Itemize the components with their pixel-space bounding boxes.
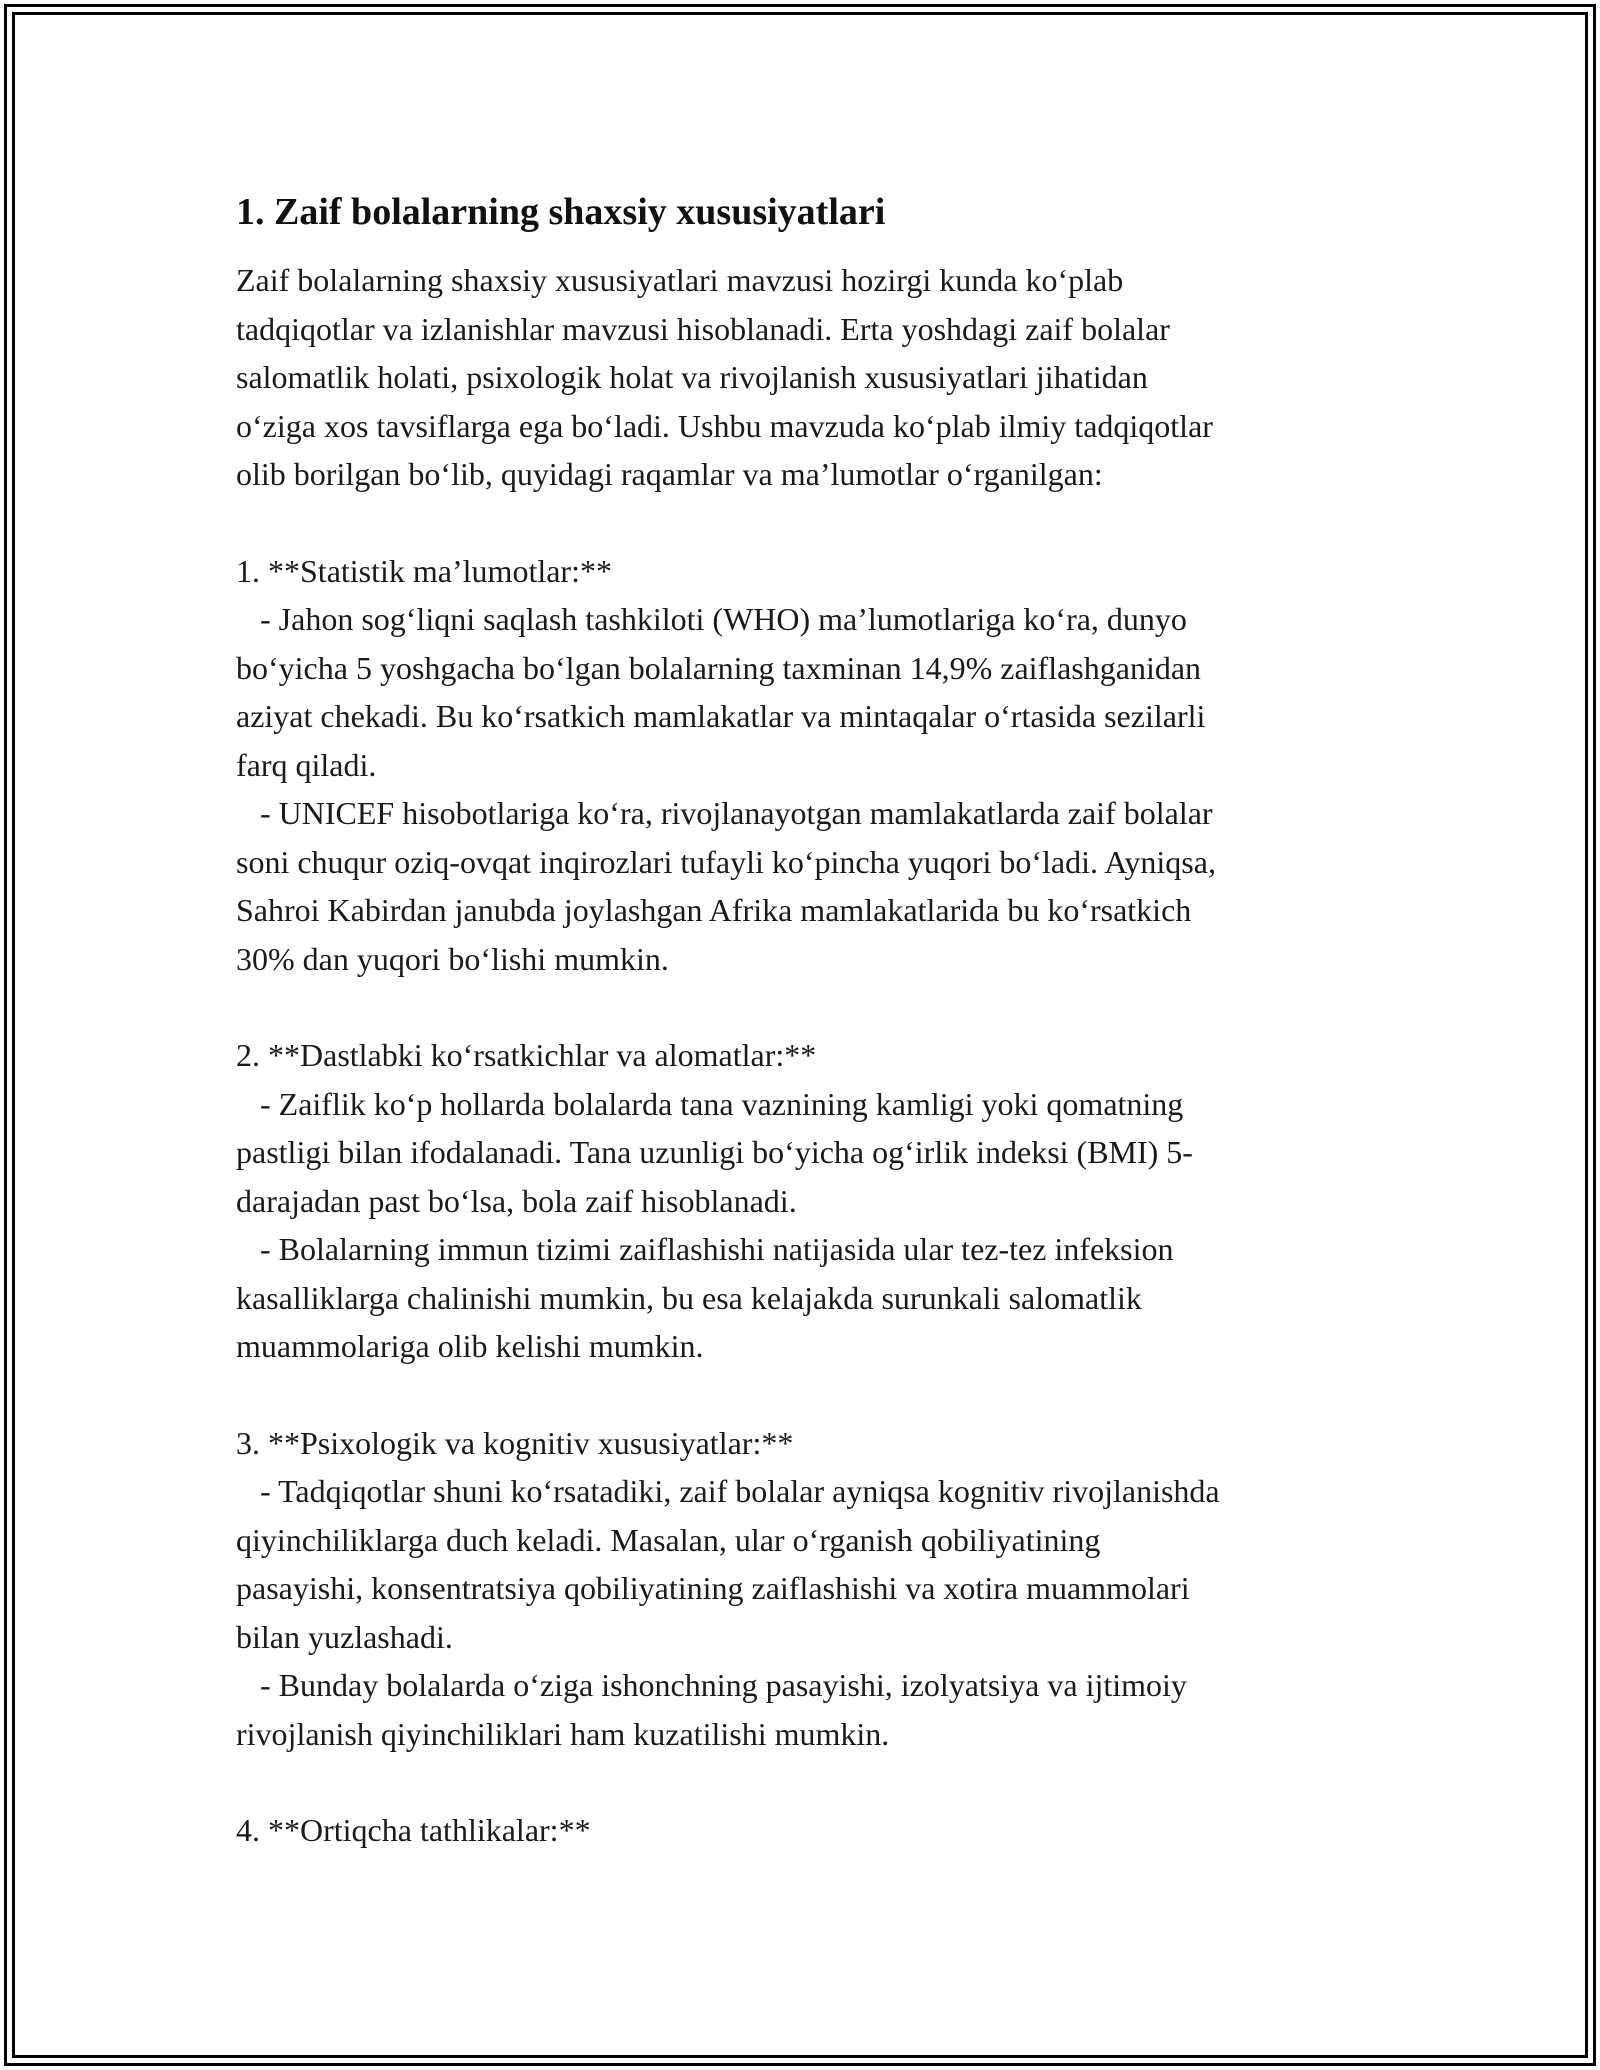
text-line: Zaif bolalarning shaxsiy xususiyatlari mavzusi hozirgi kunda koʻplab bbox=[236, 262, 1124, 298]
text-line: salomatlik holati, psixologik holat va rivojlanish xususiyatlari jihatidan bbox=[236, 359, 1148, 395]
text-line: qiyinchiliklarga duch keladi. Masalan, ular oʻrganish qobiliyatining bbox=[236, 1521, 1101, 1558]
text-line: boʻyicha 5 yoshgacha boʻlgan bolalarning taxminan 14,9% zaiflashganidan bbox=[236, 649, 1202, 686]
text-line: - Jahon sogʻliqni saqlash tashkiloti (WHO) maʼlumotlariga koʻra, dunyo bbox=[236, 601, 1187, 637]
paragraph-gap bbox=[236, 983, 1376, 1031]
text-line: kasalliklarga chalinishi mumkin, bu esa kelajakda surunkali salomatlik bbox=[236, 1279, 1142, 1316]
document-body bbox=[236, 188, 1376, 1855]
text-line: rivojlanish qiyinchiliklari ham kuzatilishi mumkin. bbox=[236, 1715, 890, 1752]
text-line: tadqiqotlar va izlanishlar mavzusi hisoblanadi. Erta yoshdagi zaif bolalar bbox=[236, 310, 1170, 347]
text-line: darajadan past boʻlsa, bola zaif hisoblanadi. bbox=[236, 1182, 797, 1219]
paragraph-gap bbox=[236, 1758, 1376, 1806]
text-line: olib borilgan boʻlib, quyidagi raqamlar va maʼlumotlar oʻrganilgan: bbox=[236, 456, 1103, 492]
section-statistics bbox=[236, 547, 1376, 984]
text-line: aziyat chekadi. Bu koʻrsatkich mamlakatlar va mintaqalar oʻrtasida sezilarli bbox=[236, 698, 1206, 734]
text-line: 30% dan yuqori boʻlishi mumkin. bbox=[236, 940, 669, 977]
section-complications bbox=[236, 1806, 1376, 1855]
text-line: farq qiladi. bbox=[236, 746, 377, 783]
text-line: oʻziga xos tavsiflarga ega boʻladi. Ushbu mavzuda koʻplab ilmiy tadqiqotlar bbox=[236, 407, 1213, 444]
section-psychology bbox=[236, 1419, 1376, 1759]
text-line: bilan yuzlashadi. bbox=[236, 1618, 453, 1655]
text-line: muammolariga olib kelishi mumkin. bbox=[236, 1328, 704, 1364]
paragraph-gap bbox=[236, 1371, 1376, 1419]
section-heading: 2. **Dastlabki koʻrsatkichlar va alomatlar:** bbox=[236, 1037, 817, 1073]
document-title: 1. Zaif bolalarning shaxsiy xususiyatlari bbox=[236, 191, 886, 233]
text-line: - Bolalarning immun tizimi zaiflashishi natijasida ular tez-tez infeksion bbox=[236, 1231, 1174, 1267]
paragraph-gap bbox=[236, 499, 1376, 547]
text-line: soni chuqur oziq-ovqat inqirozlari tufayli koʻpincha yuqori boʻladi. Ayniqsa, bbox=[236, 843, 1216, 880]
text-line: pastligi bilan ifodalanadi. Tana uzunligi boʻyicha ogʻirlik indeksi (BMI) 5- bbox=[236, 1134, 1193, 1170]
section-heading: 3. **Psixologik va kognitiv xususiyatlar:** bbox=[236, 1424, 794, 1461]
section-heading: 1. **Statistik maʼlumotlar:** bbox=[236, 552, 612, 589]
section-indicators bbox=[236, 1031, 1376, 1371]
text-line: - Zaiflik koʻp hollarda bolalarda tana vaznining kamligi yoki qomatning bbox=[236, 1085, 1184, 1122]
intro-paragraph bbox=[236, 256, 1376, 499]
text-line: Sahroi Kabirdan janubda joylashgan Afrika mamlakatlarida bu koʻrsatkich bbox=[236, 892, 1192, 928]
text-line: - Bunday bolalarda oʻziga ishonchning pasayishi, izolyatsiya va ijtimoiy bbox=[236, 1667, 1187, 1703]
text-line: - Tadqiqotlar shuni koʻrsatadiki, zaif bolalar ayniqsa kognitiv rivojlanishda bbox=[236, 1473, 1220, 1509]
section-heading: 4. **Ortiqcha tathlikalar:** bbox=[236, 1812, 591, 1848]
text-line: - UNICEF hisobotlariga koʻra, rivojlanayotgan mamlakatlarda zaif bolalar bbox=[236, 795, 1213, 831]
text-line: pasayishi, konsentratsiya qobiliyatining zaiflashishi va xotira muammolari bbox=[236, 1570, 1190, 1606]
